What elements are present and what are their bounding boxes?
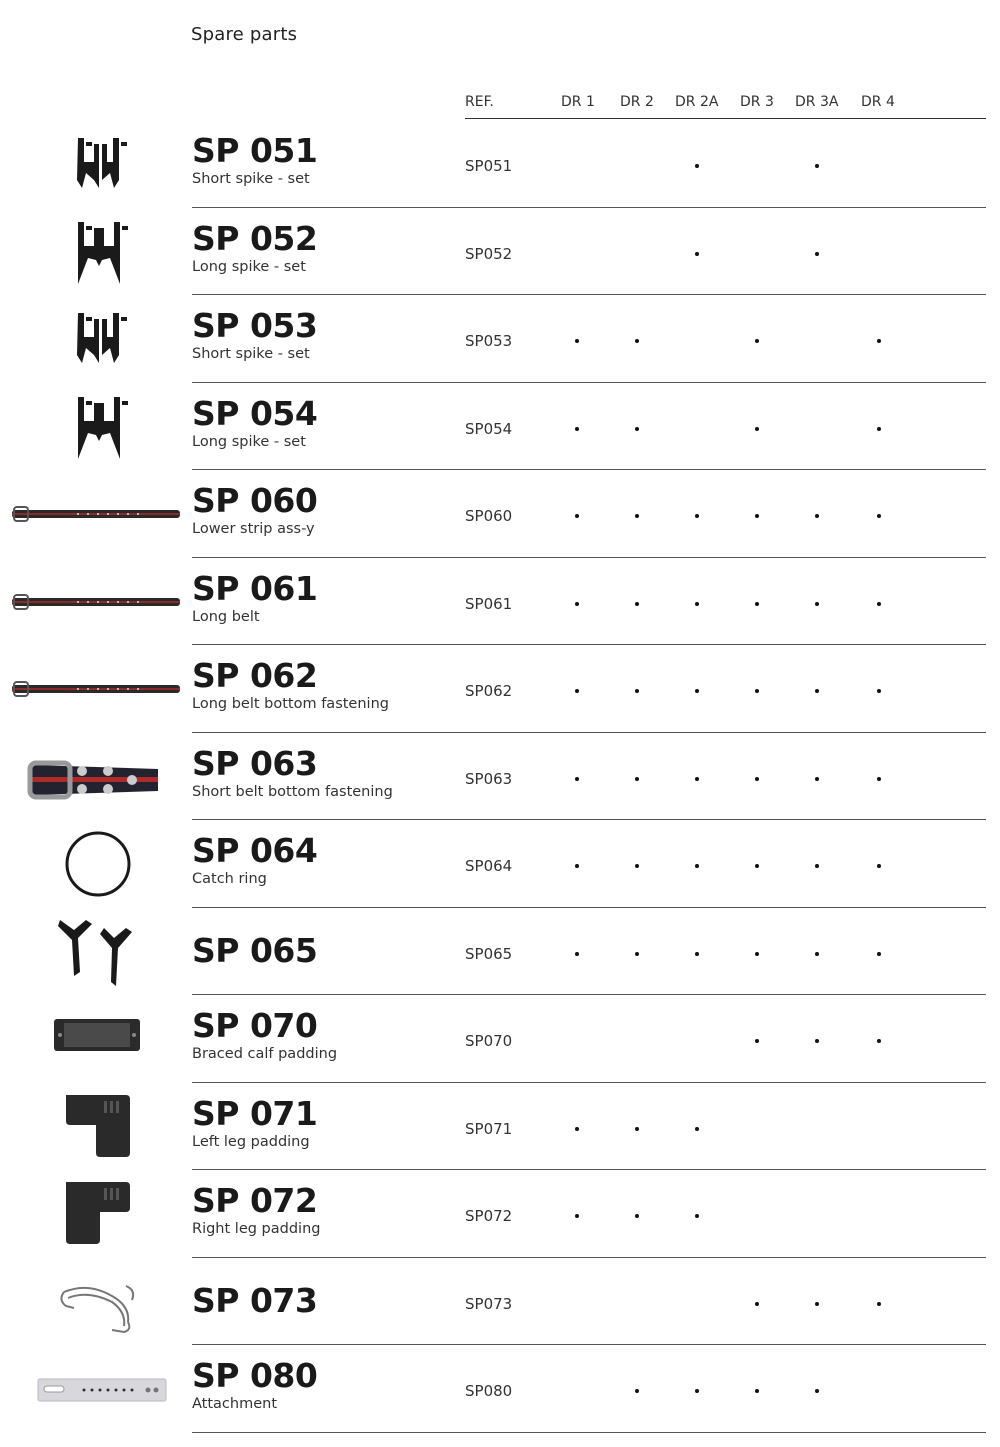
part-ref: SP071 (465, 1119, 513, 1138)
compatibility-dot (635, 1127, 639, 1131)
compatibility-dot (815, 777, 819, 781)
page-title: Spare parts (191, 24, 298, 45)
compatibility-dot (575, 339, 579, 343)
compatibility-dot (877, 427, 881, 431)
part-ref: SP061 (465, 594, 513, 613)
left-leg-padding-image (8, 1091, 188, 1163)
table-row (0, 558, 1000, 646)
part-code: SP 080 (192, 1356, 318, 1395)
short-spike-set-image (8, 128, 188, 200)
part-code: SP 071 (192, 1093, 318, 1133)
compatibility-dot (635, 339, 639, 343)
compatibility-dot (695, 952, 699, 956)
compatibility-dot (877, 1039, 881, 1043)
compatibility-dot (815, 1302, 819, 1306)
compatibility-dot (877, 952, 881, 956)
part-ref: SP054 (465, 419, 513, 438)
compatibility-dot (877, 689, 881, 693)
model-column-header: DR 3A (795, 94, 839, 110)
part-ref: SP063 (465, 769, 513, 788)
table-row (0, 383, 1000, 471)
short-belt-image (8, 741, 188, 813)
compatibility-dot (815, 689, 819, 693)
table-header (0, 90, 1000, 120)
compatibility-dot (815, 602, 819, 606)
compatibility-dot (877, 339, 881, 343)
long-spike-set-image (8, 391, 188, 463)
compatibility-dot (755, 514, 759, 518)
part-code: SP 053 (192, 306, 318, 345)
table-row (0, 208, 1000, 296)
compatibility-dot (695, 514, 699, 518)
compatibility-dot (815, 514, 819, 518)
strap-image (8, 566, 188, 638)
ref-column-header: REF. (465, 94, 494, 110)
part-ref: SP064 (465, 857, 513, 875)
part-description: Attachment (192, 1396, 278, 1412)
part-ref: SP060 (465, 507, 513, 525)
short-spike-set-image (8, 303, 188, 375)
part-code: SP 072 (192, 1181, 318, 1220)
strap-image (8, 478, 188, 550)
table-row (0, 120, 1000, 208)
compatibility-dot (877, 777, 881, 781)
compatibility-dot (575, 952, 579, 956)
part-code: SP 073 (192, 1280, 318, 1320)
table-row (0, 908, 1000, 996)
row-divider (192, 1432, 986, 1433)
compatibility-dot (695, 1214, 699, 1218)
compatibility-dot (695, 164, 699, 168)
compatibility-dot (755, 427, 759, 431)
model-column-header: DR 2 (620, 94, 654, 110)
table-row (0, 645, 1000, 733)
part-code: SP 060 (192, 481, 318, 520)
compatibility-dot (755, 339, 759, 343)
compatibility-dot (635, 777, 639, 781)
compatibility-dot (575, 602, 579, 606)
compatibility-dot (755, 689, 759, 693)
compatibility-dot (815, 952, 819, 956)
calf-padding-image (8, 1003, 188, 1075)
part-ref: SP052 (465, 244, 513, 263)
table-row (0, 1258, 1000, 1346)
part-description: Braced calf padding (192, 1046, 338, 1062)
part-code: SP 054 (192, 393, 318, 433)
table-row (0, 820, 1000, 908)
compatibility-dot (877, 514, 881, 518)
table-row (0, 1083, 1000, 1171)
compatibility-dot (755, 1302, 759, 1306)
compatibility-dot (695, 689, 699, 693)
compatibility-dot (575, 1214, 579, 1218)
table-row (0, 1345, 1000, 1433)
header-divider (465, 118, 986, 119)
compatibility-dot (635, 689, 639, 693)
compatibility-dot (695, 1389, 699, 1393)
strap-image (8, 653, 188, 725)
compatibility-dot (575, 777, 579, 781)
compatibility-dot (877, 602, 881, 606)
table-row (0, 470, 1000, 558)
part-description: Left leg padding (192, 1133, 310, 1150)
compatibility-dot (695, 602, 699, 606)
compatibility-dot (695, 864, 699, 868)
compatibility-dot (815, 864, 819, 868)
y-bracket-image (8, 916, 188, 988)
model-column-header: DR 4 (861, 94, 895, 110)
model-column-header: DR 3 (740, 94, 774, 110)
compatibility-dot (755, 777, 759, 781)
part-code: SP 063 (192, 743, 318, 783)
compatibility-dot (635, 952, 639, 956)
table-row (0, 1170, 1000, 1258)
part-description: Short belt bottom fastening (192, 783, 393, 800)
long-spike-set-image (8, 216, 188, 288)
part-code: SP 052 (192, 218, 318, 258)
compatibility-dot (635, 864, 639, 868)
table-row (0, 733, 1000, 821)
compatibility-dot (575, 1127, 579, 1131)
part-code: SP 070 (192, 1006, 318, 1045)
part-code: SP 064 (192, 831, 318, 870)
compatibility-dot (815, 164, 819, 168)
part-description: Short spike - set (192, 171, 310, 187)
part-ref: SP053 (465, 332, 513, 350)
compatibility-dot (755, 602, 759, 606)
part-description: Long belt (192, 608, 260, 625)
compatibility-dot (815, 1389, 819, 1393)
table-row (0, 995, 1000, 1083)
compatibility-dot (575, 864, 579, 868)
compatibility-dot (635, 514, 639, 518)
compatibility-dot (575, 689, 579, 693)
catch-ring-image (8, 828, 188, 900)
compatibility-dot (815, 252, 819, 256)
part-ref: SP080 (465, 1382, 513, 1400)
part-description: Short spike - set (192, 346, 310, 362)
part-description: Long spike - set (192, 433, 306, 450)
compatibility-dot (815, 1039, 819, 1043)
model-column-header: DR 2A (675, 94, 719, 110)
part-ref: SP072 (465, 1207, 513, 1225)
right-leg-padding-image (8, 1178, 188, 1250)
compatibility-dot (877, 1302, 881, 1306)
wire-bracket-image (8, 1266, 188, 1338)
part-code: SP 065 (192, 930, 318, 970)
compatibility-dot (695, 1127, 699, 1131)
compatibility-dot (755, 1389, 759, 1393)
compatibility-dot (755, 864, 759, 868)
part-ref: SP065 (465, 944, 513, 963)
part-code: SP 051 (192, 131, 318, 170)
part-ref: SP062 (465, 682, 513, 700)
part-ref: SP051 (465, 157, 513, 175)
compatibility-dot (755, 952, 759, 956)
compatibility-dot (635, 1389, 639, 1393)
table-row (0, 295, 1000, 383)
part-description: Lower strip ass-y (192, 521, 315, 537)
compatibility-dot (635, 1214, 639, 1218)
part-ref: SP070 (465, 1032, 513, 1050)
compatibility-dot (635, 427, 639, 431)
compatibility-dot (695, 252, 699, 256)
part-description: Catch ring (192, 871, 267, 887)
part-description: Long spike - set (192, 258, 306, 275)
model-column-header: DR 1 (561, 94, 595, 110)
compatibility-dot (755, 1039, 759, 1043)
part-code: SP 062 (192, 656, 318, 695)
part-ref: SP073 (465, 1294, 513, 1313)
compatibility-dot (575, 514, 579, 518)
part-code: SP 061 (192, 568, 318, 608)
compatibility-dot (575, 427, 579, 431)
compatibility-dot (695, 777, 699, 781)
part-description: Long belt bottom fastening (192, 696, 389, 712)
attachment-plate-image (8, 1353, 188, 1425)
compatibility-dot (635, 602, 639, 606)
part-description: Right leg padding (192, 1221, 321, 1237)
compatibility-dot (877, 864, 881, 868)
